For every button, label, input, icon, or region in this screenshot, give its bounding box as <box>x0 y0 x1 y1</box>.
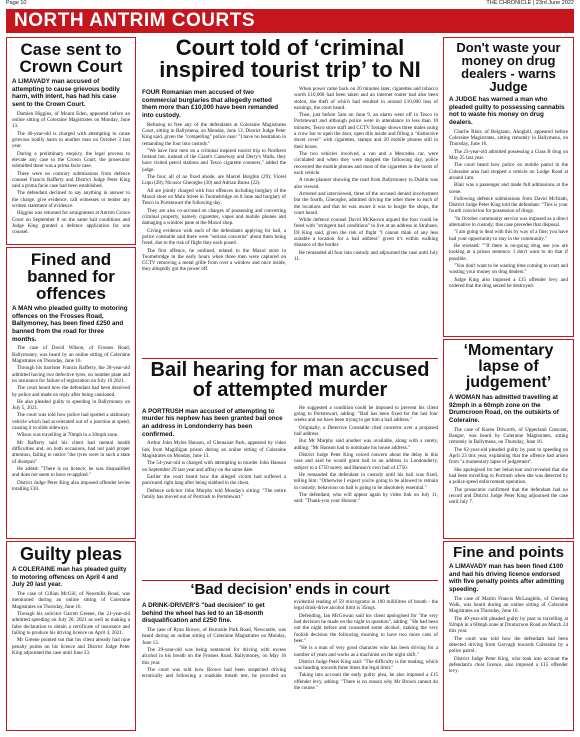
paragraph: During a preliminary enquiry, the legal process to elevate any case to the Crown Court, the prosecutor submitted there was a prima facie case. <box>12 150 130 170</box>
body <box>449 596 568 727</box>
intro: A LIMAVADY man accused of attempting to cause grievous bodily harm, with intent, has had his case sent to the Crown Court. <box>12 78 120 109</box>
body <box>449 129 568 333</box>
paragraph: When power came back on 20 minutes later, cigarettes and tobacco worth £10,000 had been taken and an internet router had also been stolen, the theft of which had resulted in around £10,000 loss of earnings, the court heard. <box>294 85 438 111</box>
paragraph: A route planner showing the road from Ballymoney to Dublin was also viewed. <box>294 177 438 190</box>
divider <box>142 358 438 359</box>
paragraph: Damien Higgins, of Mount Eden, appeared before an online sitting of Coleraine Magistrates on Monday, June 13. <box>12 110 130 130</box>
paragraph: Through his solicitor Garrett Greene, the 21-year-old admitted speeding on July 20, 2021 as well as making a false declaration to obtain a certificate of insurance and failing to produce his driving licence on April 4, 2021. <box>12 610 130 636</box>
paragraph: The case of Martin Francis McLaughlin, of Glenbeg Walk, was heard during an online sitting of Coleraine Magistrates on Thursday, June 16. <box>449 595 568 615</box>
intro: A MAN who pleaded guilty to motoring offences on the Frosses Road, Ballymoney, has been fined £250 and banned from the road for three months. <box>12 305 128 343</box>
paragraph: The court heard how the defendant had been deceived by police and made no reply after being cautioned. <box>12 385 130 398</box>
paragraph: He remanded all four into custody and adjourned the case until July 11. <box>294 249 438 262</box>
paragraph: He also pleaded guilty to speeding in Ballymoney on July 5, 2021. <box>12 398 130 412</box>
intro: A LIMAVADY man has been fined £100 and had his driving licence endorsed with five penalty points after admitting speeding. <box>449 563 565 594</box>
intro: A PORTRUSH man accused of attempting to murder his nephew has been granted bail once an address in Londonderry has been confirmed. <box>142 407 283 438</box>
paragraph: Defence solicitor John Murphy told Monday's sitting: "The entire family has moved out of Portrush to Portstewart." <box>142 487 286 500</box>
paragraph: Defending, Ian McGowan said his client apologised for "the very bad decision he made on the night in question", adding: "He had been out the night before and consumed some alcohol, making the very foolish decision the following morning to have two more cans of beer." <box>294 612 438 644</box>
story-tourist-trip <box>142 37 438 357</box>
paragraph: There were no contrary submissions from defence counsel Francis Rafferty and District Judge Peter King said a prima facie case had been established. <box>12 170 130 190</box>
paragraph: All are jointly charged with four offences including burglary of the Maxol store on Main Street in Toomebridge on 8 June and burglary of Tesco in Portstewart the following day. <box>142 187 286 207</box>
paragraph: Wilson was travelling at 70mph in a 30mph zone. <box>17 432 119 439</box>
paragraph: The case of Ryan Brown, of Burnside Park Road, Newcastle, was heard during an online sitting of Coleraine Magistrates on Monday, June 13. <box>142 627 286 646</box>
story-attempted-murder <box>142 360 438 580</box>
intro: A COLERAINE man has pleaded guilty to motoring offences on April 4 and July 20 last year. <box>12 566 127 589</box>
headline: Don't waste your money on drug dealers - warns Judge <box>456 40 561 94</box>
story-fine-points <box>443 541 574 731</box>
paragraph: The 46-year-old is charged with attempting to cause grievous bodily harm to another man on October 3 last year. <box>12 130 130 150</box>
paragraph: He stressed: ""If there is on-going drug use you are looking at a prison sentence. I don't want to do that if possible. <box>449 243 568 262</box>
paragraph: Through his barrister Francis Rafferty, the 28-year-old admitted having two defective tyres, no number plate and no insurance for failure of registration on July 10 2021. <box>12 365 130 384</box>
paper-date: THE CHRONICLE | 23rd June 2022 <box>486 0 574 6</box>
paragraph: The case of Cillian McGill, of Newmills Road, was mentioned during an online sitting of Coleraine Magistrates on Thursday, June 16. <box>12 591 130 610</box>
paragraph: She apologised for her behaviour and revealed that she had been travelling to Portrush when she was detected by a police speed enforcement operation. <box>449 466 568 486</box>
paragraph: The case of David Wilson, of Frosses Road, Ballymoney, was heard by an online sitting of Coleraine Magistrates on Thursday, June 16. <box>12 345 130 364</box>
headline: Bail hearing for man accused of attempted murder <box>150 360 430 402</box>
paragraph: The 23-year-old admitted possessing a Class B drug on May 25 last year. <box>449 148 568 161</box>
section-title: NORTH ANTRIM COURTS <box>14 10 255 31</box>
headline: Fined and banned for offences <box>27 250 115 303</box>
paragraph: They are also co-accused on charges of possessing and converting criminal property, namely cigarettes, vapes and mobile phones and damaging a window pane at the Maxol shop. <box>142 207 286 227</box>
headline: Court told of ‘criminal inspired tourist trip’ to NI <box>159 37 421 83</box>
body <box>12 345 130 535</box>
paragraph: While defence counsel David McKeown argued the four could be freed with "stringent bail conditions" to live at an address in Strabane, DJ King said, given the risk of flight "I cannot think of any less suitable a location for a bail address" given it's within walking distance of the border. <box>294 217 438 249</box>
paragraph: "We have four men on a criminal inspired tourist trip to Northern Ireland but, instead of the Giant's Causeway and Derry's Walls, they have visited petrol stations and Tesco cigarette counters," added the judge. <box>142 147 286 173</box>
paragraph: The court was told how police had spotted a stationary vehicle which had accelerated out of a junction at speed, causing it to slide sideways. <box>12 412 130 432</box>
page-header-line <box>6 0 574 8</box>
headline: ‘Bad decision’ ends in court <box>190 582 390 598</box>
page-number: Page 10 <box>6 0 27 6</box>
paragraph: Then, just before 5am on June 9, an alarm went off in Tesco in Portstewart and although police were in attendance in less than 10 minutes, Tesco store staff and CCTV footage shows three males using a crow bar to open the door, open tills inside and filling a "distinctive duvet cover" with cigarettes, stamps and 20 mobile phones still in their boxes. <box>294 112 438 150</box>
section-banner <box>6 9 574 33</box>
paragraph: "I am going to deal with this by way of a fine; you have had your opportunity to stay in the community." <box>449 229 568 242</box>
paragraph: He remanded the defendant in custody until his bail was fixed, telling him: "Otherwise I expect you're going to be allowed to remain in custody; behaviour on bail is going to be absolutely essential." <box>294 471 438 491</box>
paragraph: The prosecutor confirmed that the defendant had no record and District Judge Peter King adjourned the case until July 7. <box>449 486 568 506</box>
story-drug-dealers <box>443 37 574 337</box>
paragraph: Higgins was returned for arraignment at Antrim Crown Court on September 8 on the same bail conditions and Judge King granted a defence application for one counsel. <box>12 210 130 236</box>
paragraph: "In October community service was imposed as a direct alternative to custody; this case precedes that disposal. <box>449 215 568 229</box>
paragraph: The 40-year-old pleaded guilty by post to travelling at 92mph in a 60mph zone at Drumcroon Road on March 24 this year. <box>449 615 568 635</box>
paragraph: The 29-year-old was being sentenced for driving with excess alcohol in his breath on the Frosses Road, Ballymoney, on May 16 this year. <box>142 646 286 666</box>
paragraph: He added: "There is no licence; he was disqualified and does not seem to have re-applied." <box>12 465 130 479</box>
intro: FOUR Romanian men accused of two commercial burglaries that allegedly netted them more than £10,000 have been remanded into custody. <box>142 88 279 119</box>
paragraph: The first offence, he outlined, related to the Maxol store in Toomebridge in the early hours when three men were captured on CCTV removing a metal grille from over a window and once inside, they allegedly got the power off. <box>142 247 286 273</box>
story-bad-decision <box>142 582 438 732</box>
headline: ‘Momentary lapse of judgement’ <box>463 342 554 391</box>
paragraph: The defendant, who will appear again by video link on July 11, said: "Thank-you your Honour." <box>294 491 438 505</box>
story-fined-banned <box>6 247 136 539</box>
intro: A JUDGE has warned a man who pleaded guilty to possessing cannabis not to waste his money on drug dealers. <box>449 96 565 127</box>
body <box>449 427 568 535</box>
paragraph: "He is a man of very good character who has been driving for a number of years and works as a machinist on the night shift." <box>294 645 438 658</box>
paragraph: Refusing to free any of the defendants at Coleraine Magistrates Court, sitting in Ballymena, on Monday, June 13, District Judge Peter King said, given the "compelling" police case: "I have no hesitation in remanding the four into custody." <box>142 121 286 147</box>
paragraph: Arthur John Myles Hanson, of Glentaisie Park, appeared by video link from Magilligan prison during an online sitting of Coleraine Magistrates on Monday, June 13. <box>142 440 286 460</box>
intro: A WOMAN has admitted travelling at 92mph in a 60mph zone on the Drumcroon Road, on the outskirts of Coleraine. <box>449 394 559 425</box>
paragraph: He suggested a condition could be imposed to prevent his client going to Portstewart, adding: "Bail has been fixed for the last four weeks and we have been trying to get him a bail address." <box>294 404 438 424</box>
paragraph: The 54-year-old is charged with attempting to murder John Hanson on September 29 last year and affray on the same date. <box>142 460 286 473</box>
paragraph: Giving evidence with each of the defendants applying for bail, a police constable said there were "serious concerns" about them being freed, due to the risk of flight they each posed. <box>142 227 286 247</box>
paragraph: "You don't want to be wasting time coming to court and wasting your money on drug dealers." <box>449 262 568 276</box>
divider <box>142 580 438 581</box>
paragraph: District Judge Peter King, who took into account the defendant's clear licence, also imposed a £15 offender levy. <box>449 655 568 675</box>
paragraph: Arrested and interviewed, three of the accused denied involvement but the fourth, Gheorghe, admitted driving the other three to each of the locations and that he was aware it was to burgle the shops, the court heard. <box>294 190 438 216</box>
intro: A DRINK-DRIVER'S "bad decision" to get behind the wheel has led to an 18-month disqualification and £250 fine. <box>142 602 265 625</box>
paragraph: Judge King also imposed a £15 offender levy and ordered that the drug seized be destroyed. <box>449 276 568 289</box>
paragraph: District Judge Peter King voiced concern about the delay in this case and said he would grant bail to an address in Londonderry, subject to a £750 surety and Hanson's own bail of £750. <box>294 451 438 471</box>
paragraph: The defendant declined to say anything in answer to the charge, give evidence, call witnesses or tender any written statement of evidence. <box>12 190 130 210</box>
story-case-sent <box>6 37 136 245</box>
story-guilty-pleas <box>6 541 136 731</box>
paragraph: But Mr Murphy said another was available, along with a surety, adding: "Mr Hanson had to nominate his house address." <box>294 438 438 451</box>
paragraph: District Judge Peter King also imposed offender levies totalling £30. <box>12 479 130 492</box>
paragraph: Taking into account the early guilty plea, he also imposed a £15 offender levy, adding: "There is no reason why Mr Brown cannot do the course." <box>294 672 438 692</box>
paragraph: The court was told how Brown had been suspected driving erratically and following a roadside breath test, he provided an evidential reading of 59 micrograms in 100 millilitres of breath - the legal drink-drive alcohol limit is 35mgs. <box>142 599 438 680</box>
paragraph: Following defence submissions from David McIlrath, District Judge Peter King told the defendant: "This is your fourth conviction for possession of drugs. <box>449 195 568 215</box>
paragraph: Charlie Blair, of Belgrano, Ahoghill, appeared before Coleraine Magistrates, sitting remotely in Ballymena, on Thursday, June 16. <box>449 128 568 148</box>
paragraph: Mr Greene pointed out that his client already had nine penalty points on his licence and District Judge Peter King adjourned the case until June 23. <box>12 637 130 656</box>
paragraph: The court heard how police on mobile patrol in the Coleraine area had stopped a vehicle on Lodge Road at around 1am. <box>449 162 568 181</box>
story-momentary-lapse <box>443 339 574 539</box>
body <box>12 591 130 727</box>
paragraph: The court was told how the defendant had been detected driving from Garvagh towards Coleraine by a police patrol. <box>449 635 568 655</box>
paragraph: Mr Rafferty said his client had mental health difficulties and, on both occasions, had not paid proper attention, failing to notice "the tyres were in such a state of disrepair". <box>12 439 130 465</box>
body <box>12 111 130 241</box>
paragraph: Originally, a Detective Constable cited concerns over a proposed bail address. <box>294 424 438 438</box>
paragraph: Blair was a passenger and made full admissions at the scene. <box>449 182 568 195</box>
paragraph: The 62-year-old pleaded guilty by post to speeding on April 23 this year, explaining that the offence had arisen from "a momentary lapse of judgement". <box>449 446 568 466</box>
paragraph: The two vehicles involved, a van and a Mercedes car, were circulated and when they were stopped the following day, police recovered the mobile phones and most of the cigarettes in the boots of each vehicle. <box>294 151 438 176</box>
paragraph: The four, all of no fixed abode, are Marcel Burghin (29); Viorel Lupu (28); Nicusor Gheorghe (30) and Adrian Burea (22). <box>142 174 286 187</box>
paragraph: Earlier the court heard how the alleged victim had suffered a punctured right lung after being stabbed in the chest. <box>142 474 286 487</box>
headline: Guilty pleas <box>19 544 123 564</box>
headline: Case sent to Crown Court <box>19 40 123 76</box>
paragraph: District Judge Peter King said: "The difficulty is the reading, which was heading towards three times the legal limit." <box>294 658 438 672</box>
headline: Fine and points <box>453 544 564 561</box>
paragraph: The case of Karen Dilworth, of Upperland Crescent, Bangor, was heard by Coleraine Magistrates, sitting remotely in Ballymena, on Thursday, June 16. <box>449 426 568 446</box>
